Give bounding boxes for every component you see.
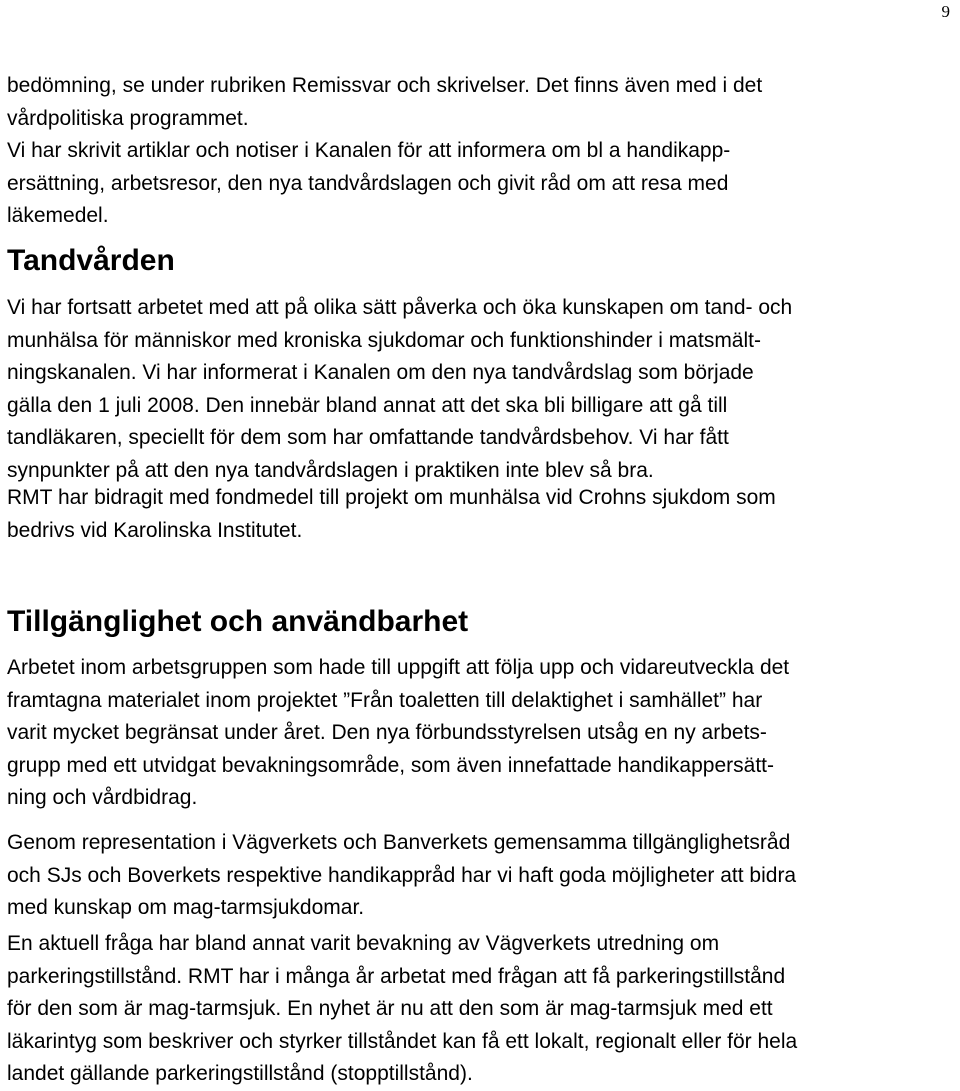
tillganglighet-paragraph-2: [7, 827, 796, 925]
text-line: framtagna materialet inom projektet ”Från toaletten till delaktighet i samhället” har: [7, 688, 763, 712]
text-line: läkemedel.: [7, 204, 109, 228]
tandvarden-paragraph-2: [7, 482, 776, 547]
text-line: Arbetet inom arbetsgruppen som hade till uppgift att följa upp och vidareutveckla det: [7, 656, 790, 679]
text-line: ningskanalen. Vi har informerat i Kanalen om den nya tandvårdslag som började: [7, 361, 754, 385]
text-line: ning och vårdbidrag.: [7, 786, 198, 810]
text-line: bedrivs vid Karolinska Institutet.: [7, 518, 303, 542]
text-line: och SJs och Boverkets respektive handikappråd har vi haft goda möjligheter att bidra: [7, 863, 797, 887]
text-line: tandläkaren, speciellt för dem som har omfattande tandvårdsbehov. Vi har fått: [7, 426, 729, 450]
text-line: RMT har bidragit med fondmedel till projekt om munhälsa vid Crohns sjukdom som: [7, 486, 776, 509]
page-number: 9: [941, 2, 950, 21]
text-line: Vi har fortsatt arbetet med att på olika sätt påverka och öka kunskapen om tand- och: [7, 296, 793, 319]
heading-tandvarden: Tandvården: [7, 244, 175, 277]
text-line: landet gällande parkeringstillstånd (stopptillstånd).: [7, 1062, 473, 1086]
text-line: bedömning, se under rubriken Remissvar och skrivelser. Det finns även med i det: [7, 74, 763, 97]
text-line: med kunskap om mag-tarmsjukdomar.: [7, 896, 365, 920]
text-line: vårdpolitiska programmet.: [7, 106, 249, 130]
text-line: läkarintyg som beskriver och styrker tillståndet kan få ett lokalt, regionalt eller för hela: [7, 1029, 798, 1053]
text-line: En aktuell fråga har bland annat varit bevakning av Vägverkets utredning om: [7, 932, 720, 955]
text-line: Vi har skrivit artiklar och notiser i Kanalen för att informera om bl a handikapp-: [7, 139, 731, 163]
text-line: munhälsa för människor med kroniska sjukdomar och funktionshinder i matsmält-: [7, 328, 761, 352]
text-line: Genom representation i Vägverkets och Banverkets gemensamma tillgänglighetsråd: [7, 831, 791, 854]
text-line: ersättning, arbetsresor, den nya tandvårdslagen och givit råd om att resa med: [7, 171, 729, 195]
text-line: synpunkter på att den nya tandvårdslagen i praktiken inte blev så bra.: [7, 458, 654, 482]
text-line: för den som är mag-tarmsjuk. En nyhet är nu att den som är mag-tarmsjuk med ett: [7, 997, 773, 1021]
tillganglighet-paragraph-3: [7, 928, 797, 1091]
text-line: grupp med ett utvidgat bevakningsområde, som även innefattade handikappersätt-: [7, 753, 774, 777]
tillganglighet-paragraph-1: [7, 652, 789, 815]
text-line: varit mycket begränsat under året. Den nya förbundsstyrelsen utsåg en ny arbets-: [7, 721, 767, 745]
section-heading-tillganglighet: [7, 603, 468, 641]
intro-paragraph: [7, 70, 762, 233]
text-line: gälla den 1 juli 2008. Den innebär bland annat att det ska bli billigare att gå till: [7, 393, 728, 417]
section-heading-tandvarden: [7, 242, 175, 280]
text-line: parkeringstillstånd. RMT har i många år arbetat med frågan att få parkeringstillstånd: [7, 964, 786, 988]
tandvarden-paragraph-1: [7, 292, 792, 488]
heading-tillganglighet: Tillgänglighet och användbarhet: [7, 605, 469, 638]
